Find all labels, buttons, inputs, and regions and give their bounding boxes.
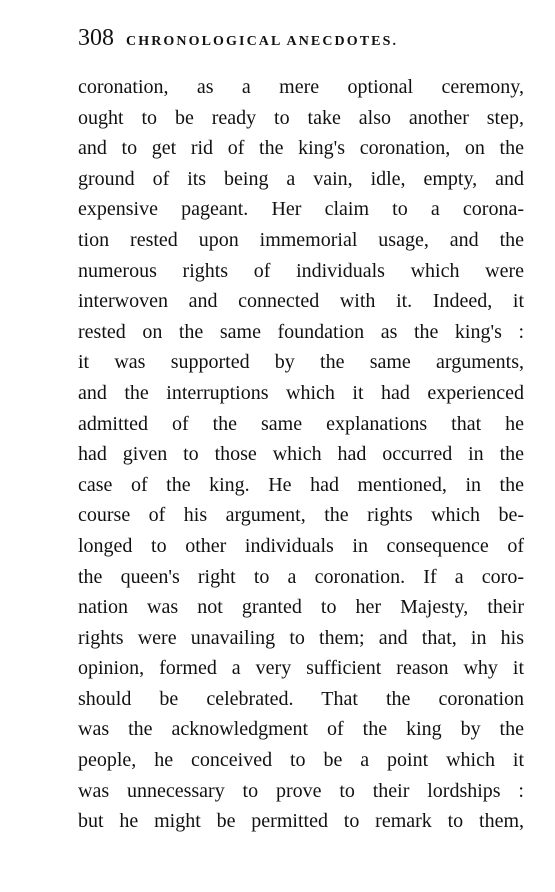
- text-line: interwoven and connected with it. Indeed, it: [78, 290, 524, 313]
- text-line: was the acknowledgment of the king by the: [78, 718, 524, 741]
- text-line: longed to other individuals in consequence of: [78, 534, 524, 557]
- text-line: the queen's right to a coronation. If a coro-: [78, 565, 524, 588]
- text-line: case of the king. He had mentioned, in the: [78, 473, 524, 496]
- text-line: expensive pageant. Her claim to a corona-: [78, 198, 524, 221]
- body-text: [78, 72, 524, 837]
- text-line: tion rested upon immemorial usage, and the: [78, 228, 524, 251]
- page-header: [78, 24, 524, 56]
- text-line: was unnecessary to prove to their lordships :: [78, 779, 524, 802]
- text-line: coronation, as a mere optional ceremony,: [78, 76, 524, 98]
- text-line: ground of its being a vain, idle, empty, and: [78, 167, 524, 190]
- page-number: 308: [78, 25, 114, 51]
- text-line: but he might be permitted to remark to them,: [78, 810, 524, 833]
- text-line: numerous rights of individuals which were: [78, 259, 524, 282]
- text-line: ought to be ready to take also another step,: [78, 106, 524, 129]
- text-line: admitted of the same explanations that he: [78, 412, 524, 435]
- text-line: course of his argument, the rights which be-: [78, 504, 524, 527]
- text-line: nation was not granted to her Majesty, their: [78, 596, 524, 619]
- text-line: rested on the same foundation as the king's :: [78, 320, 524, 343]
- text-line: rights were unavailing to them; and that, in his: [78, 626, 524, 649]
- text-line: and to get rid of the king's coronation, on the: [78, 137, 524, 160]
- text-line: opinion, formed a very sufficient reason why it: [78, 657, 524, 680]
- text-line: it was supported by the same arguments,: [78, 351, 524, 374]
- running-head: CHRONOLOGICAL ANECDOTES.: [126, 34, 399, 49]
- text-line: should be celebrated. That the coronation: [78, 687, 524, 710]
- text-line: people, he conceived to be a point which it: [78, 749, 524, 772]
- text-line: and the interruptions which it had experienced: [78, 381, 524, 404]
- text-line: had given to those which had occurred in the: [78, 443, 524, 466]
